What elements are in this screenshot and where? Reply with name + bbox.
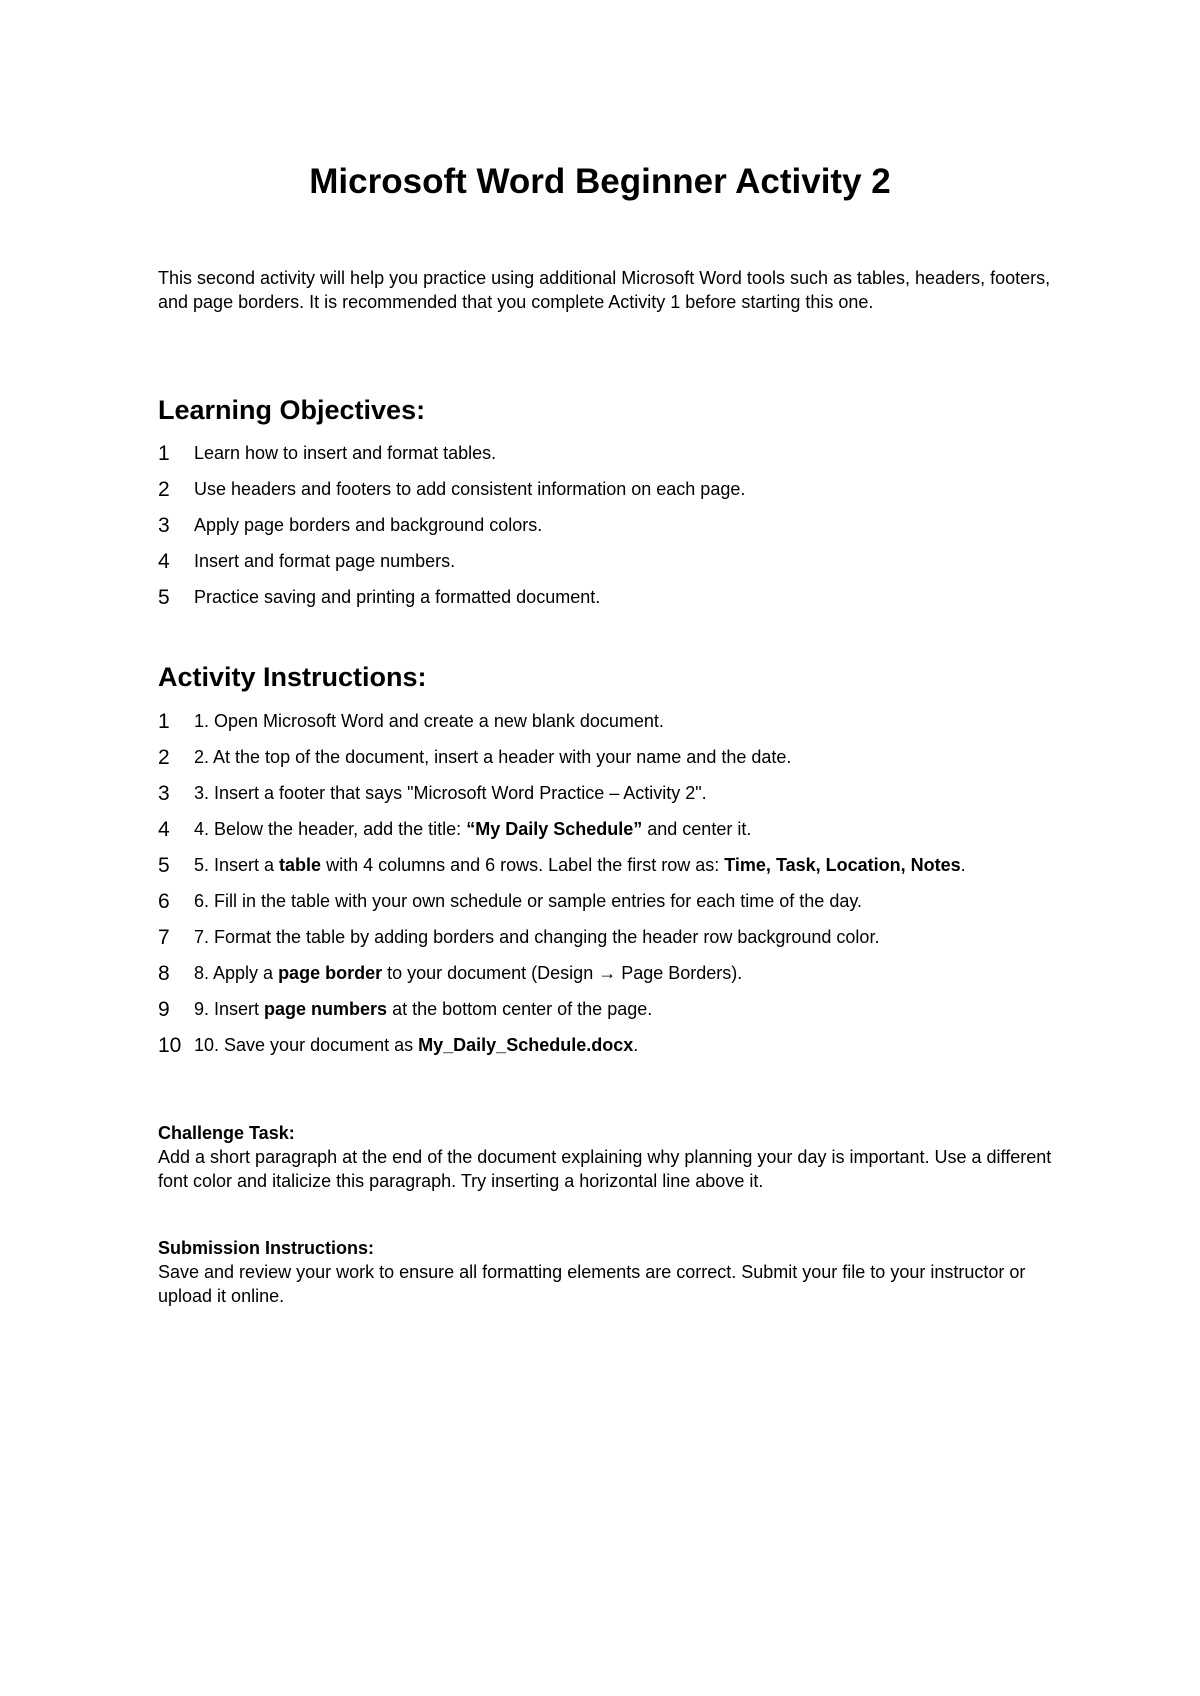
instruction-number: 2 [158,746,170,769]
instruction-item [158,961,1058,985]
submission-label: Submission Instructions: [158,1238,375,1258]
instructions-list [158,709,1058,1069]
instruction-bold-run: page border [278,963,383,983]
objective-item [158,585,1058,621]
submission-section [158,1236,1058,1308]
instruction-run: with 4 columns and 6 rows. Label the first row as: [321,855,725,875]
instruction-number: 1 [158,710,170,733]
instruction-run: 2. At the top of the document, insert a header with your name and the date. [194,747,792,767]
instruction-bold-run: table [279,855,322,875]
objective-item [158,513,1058,549]
objective-number: 3 [158,514,170,537]
instruction-text [194,783,707,803]
instruction-run: 9. Insert [194,999,265,1019]
objective-item [158,477,1058,513]
instruction-item [158,745,1058,769]
objective-item [158,549,1058,585]
instruction-number: 7 [158,926,170,949]
challenge-section [158,1121,1058,1193]
instruction-text [194,747,791,767]
instruction-run: 8. Apply a [194,963,279,983]
instruction-run: . [960,855,966,875]
objective-text: Apply page borders and background colors. [194,515,543,535]
instruction-item [158,889,1058,913]
instruction-item [158,709,1058,733]
instruction-number: 9 [158,998,170,1021]
objectives-heading: Learning Objectives: [158,395,426,425]
instruction-run: 5. Insert a [194,855,280,875]
instruction-bold-run: My_Daily_Schedule.docx [418,1035,634,1055]
objective-number: 2 [158,478,170,501]
instruction-run: 7. Format the table by adding borders and changing the header row background color. [194,927,880,947]
instruction-number: 5 [158,854,170,877]
instruction-run: 6. Fill in the table with your own schedule or sample entries for each time of the day. [194,891,863,911]
objective-item [158,441,1058,477]
instruction-run: and center it. [642,819,752,839]
instruction-run: at the bottom center of the page. [387,999,653,1019]
instruction-run: 10. Save your document as [194,1035,419,1055]
instruction-item [158,817,1058,841]
objectives-list [158,441,1058,621]
objective-text: Use headers and footers to add consistent information on each page. [194,479,746,499]
instruction-bold-run: Time, Task, Location, Notes [724,855,961,875]
instruction-text [194,927,879,947]
objective-number: 5 [158,586,170,609]
instruction-number: 6 [158,890,170,913]
instruction-run: to your document (Design → Page Borders). [382,963,743,983]
objective-text: Practice saving and printing a formatted document. [194,587,601,607]
objective-text: Learn how to insert and format tables. [194,443,497,463]
objective-number: 4 [158,550,170,573]
instruction-text [194,891,862,911]
instruction-bold-run: page numbers [264,999,388,1019]
instruction-number: 4 [158,818,170,841]
challenge-text: Add a short paragraph at the end of the document explaining why planning your day is important. Use a different font color and italicize this paragraph. Try inserting a horizontal line above it. [158,1147,1052,1191]
objective-text: Insert and format page numbers. [194,551,456,571]
instruction-item [158,925,1058,949]
instruction-text [194,855,966,875]
instructions-heading: Activity Instructions: [158,662,427,692]
instruction-item [158,997,1058,1021]
instruction-number: 10 [158,1034,182,1057]
instruction-number: 3 [158,782,170,805]
instruction-text [194,711,664,731]
instruction-run: . [633,1035,639,1055]
instruction-item [158,853,1058,877]
instruction-text [194,963,742,983]
instruction-number: 8 [158,962,170,985]
instruction-text [194,819,751,839]
intro-paragraph: This second activity will help you practice using additional Microsoft Word tools such as tables, headers, footers, and page borders. It is recommended that you complete Activity 1 before starting this one. [158,268,1051,312]
objective-number: 1 [158,442,170,465]
instruction-item [158,1033,1058,1057]
instruction-bold-run: “My Daily Schedule” [466,819,643,839]
instruction-item [158,781,1058,805]
challenge-label: Challenge Task: [158,1123,295,1143]
instruction-run: 3. Insert a footer that says "Microsoft Word Practice – Activity 2". [194,783,707,803]
instruction-text [194,1035,638,1055]
instruction-run: 4. Below the header, add the title: [194,819,467,839]
submission-text: Save and review your work to ensure all formatting elements are correct. Submit your file to your instructor or upload it online. [158,1262,1026,1306]
instruction-text [194,999,652,1019]
document-title: Microsoft Word Beginner Activity 2 [309,162,891,201]
instruction-run: 1. Open Microsoft Word and create a new blank document. [194,711,664,731]
